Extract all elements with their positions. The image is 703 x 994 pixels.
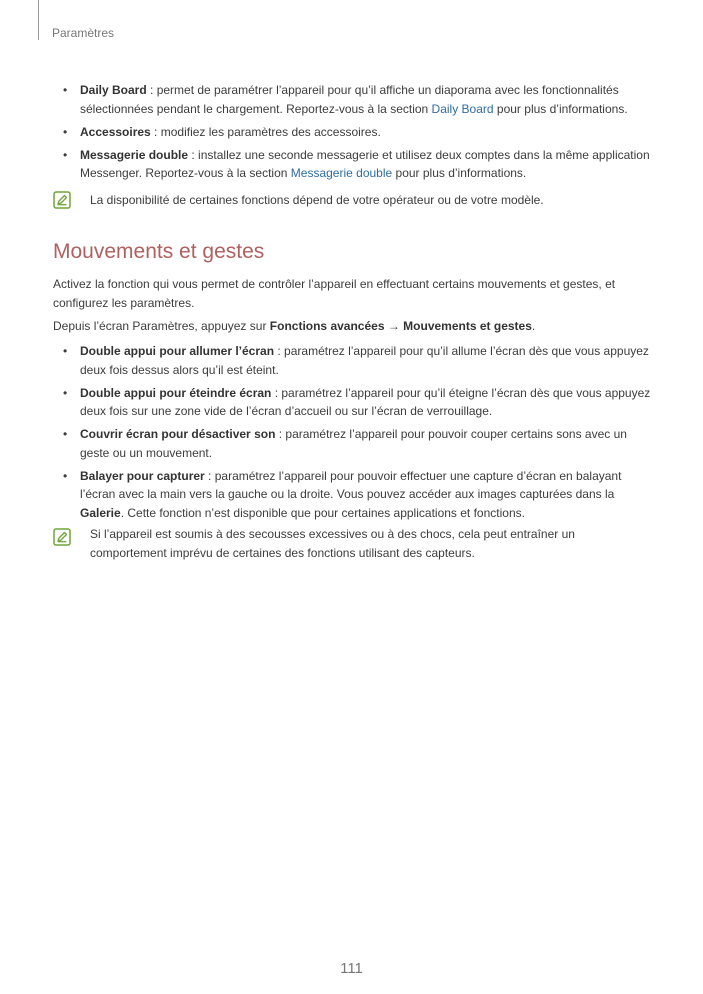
item-term: Messagerie double bbox=[80, 147, 189, 162]
section-title: Mouvements et gestes bbox=[53, 240, 265, 263]
navigation-path: Depuis l’écran Paramètres, appuyez sur Fonctions avancées → Mouvements et gestes. bbox=[53, 319, 536, 333]
item-term: Galerie bbox=[80, 505, 121, 520]
item-term: Accessoires bbox=[80, 124, 151, 139]
note-pencil-icon bbox=[53, 191, 71, 209]
note-box bbox=[53, 191, 653, 210]
settings-list bbox=[53, 81, 653, 187]
list-item: • Daily Board : permet de paramétrer l’appareil pour qu’il affiche un diaporama avec les fonctionnalités sélectionnées pendant le chargement. Reportez-vous à la section Daily Board pour plus d’informations. bbox=[63, 83, 628, 116]
list-item: • Messagerie double : installez une seconde messagerie et utilisez deux comptes dans la même application Messenger. Reportez-vous à la section Messagerie double pour plus d’informations. bbox=[63, 147, 650, 180]
note-pencil-icon bbox=[53, 528, 71, 546]
section-intro: Activez la fonction qui vous permet de contrôler l’appareil en effectuant certains mouvements et gestes, et configurez les paramètres. bbox=[53, 277, 616, 310]
item-term: Daily Board bbox=[80, 83, 147, 97]
page-number: 111 bbox=[340, 960, 363, 977]
list-item: • Double appui pour éteindre écran : paramétrez l’appareil pour qu’il éteigne l’écran dès que vous appuyez deux fois sur une zone vide de l’écran d’accueil ou sur l’écran de verrouillage. bbox=[63, 385, 651, 418]
daily-board-link[interactable]: Daily Board bbox=[431, 101, 494, 116]
item-term: Double appui pour éteindre écran bbox=[80, 385, 272, 400]
gestures-list bbox=[53, 342, 653, 527]
item-term: Double appui pour allumer l’écran bbox=[80, 344, 275, 358]
header-section-title: Paramètres bbox=[52, 26, 115, 40]
item-term: Balayer pour capturer bbox=[80, 468, 205, 483]
note-text: La disponibilité de certaines fonctions dépend de votre opérateur ou de votre modèle. bbox=[90, 193, 544, 207]
header-divider bbox=[38, 0, 39, 40]
list-item: • Couvrir écran pour désactiver son : paramétrez l’appareil pour pouvoir couper certains sons avec un geste ou un mouvement. bbox=[63, 427, 627, 460]
list-item: • Accessoires : modifiez les paramètres des accessoires. bbox=[63, 124, 381, 139]
list-item: • Double appui pour allumer l’écran : paramétrez l’appareil pour qu’il allume l’écran dès que vous appuyez deux fois dessus alors qu’il est éteint. bbox=[63, 344, 649, 377]
item-term: Couvrir écran pour désactiver son bbox=[80, 427, 276, 441]
note-box bbox=[53, 525, 653, 562]
list-item: • Balayer pour capturer : paramétrez l’appareil pour pouvoir effectuer une capture d’écran en balayant l’écran avec la main vers la gauche ou la droite. Vous pouvez accéder aux images capturées dans la Galerie. Cette fonction n’est disponible que pour certaines applications et fonctions. bbox=[63, 468, 622, 520]
path-item: Mouvements et gestes bbox=[403, 319, 532, 333]
path-item: Fonctions avancées bbox=[269, 319, 385, 333]
note-text: Si l’appareil est soumis à des secousses excessives ou à des chocs, cela peut entraîner un comportement imprévu de certaines des fonctions utilisant des capteurs. bbox=[90, 527, 575, 560]
messagerie-double-link[interactable]: Messagerie double bbox=[290, 166, 393, 180]
